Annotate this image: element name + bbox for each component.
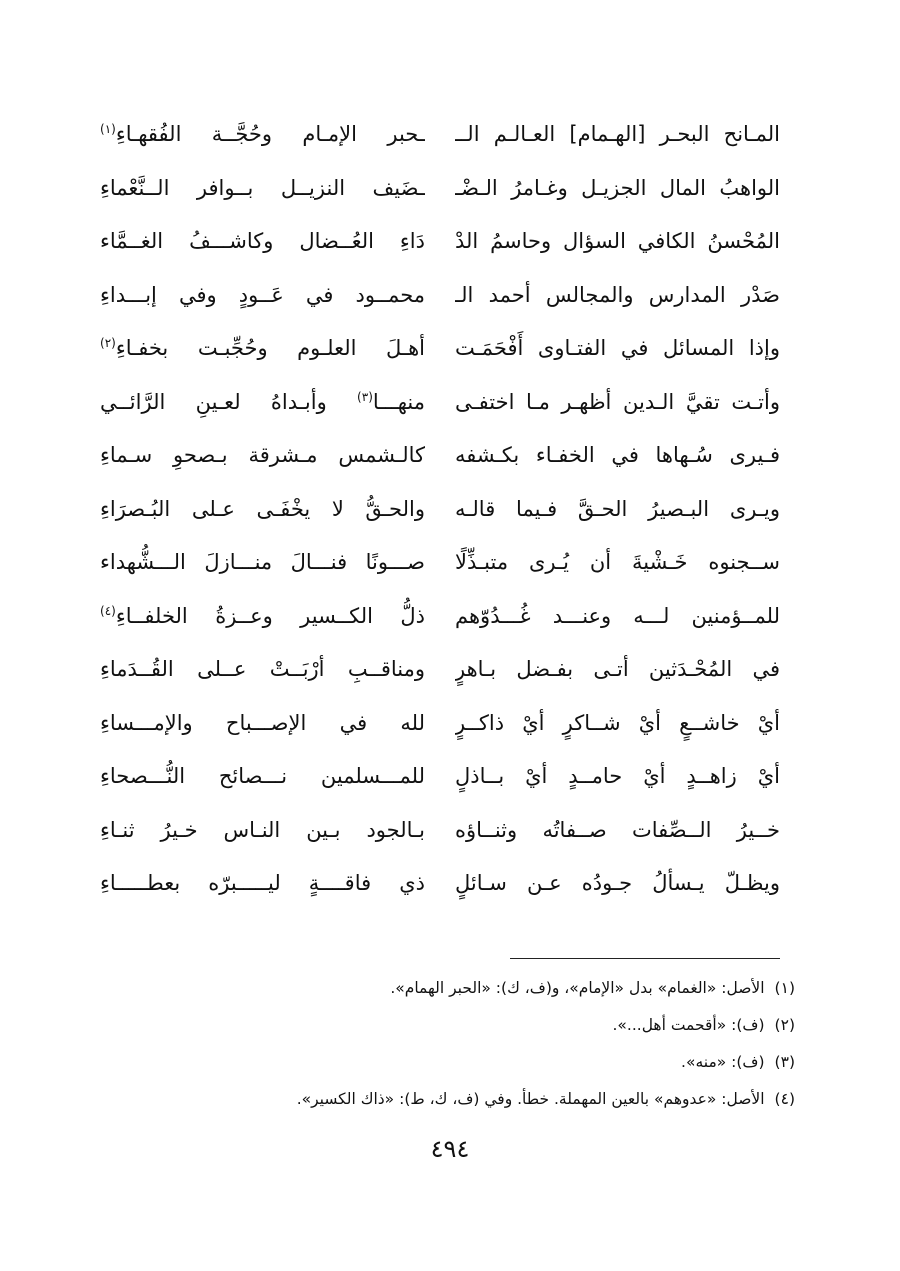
footnote-text: (ف): «منه». [681,1053,765,1071]
poem-verses [100,108,780,911]
verse-1-second-hemistich [100,114,425,154]
verse-12-second-hemistich: لله في الإصـــباح والإمـــساءِ [100,710,425,735]
verse-10-first-hemistich: للمــؤمنين لـــه وعنـــد غُـــدُوّهم [455,603,780,628]
footnote-3 [95,1044,795,1081]
verse-11-first-hemistich: في المُحْـدَثين أتـى بفـضل بـاهرٍ [455,657,780,681]
verse-1-first-hemistich: المـانح البحـر [الهـمام] العـالـم الــ [455,122,780,146]
footnote-number: (٤) [774,1090,795,1108]
verse-5-first-hemistich: وإذا المسائل في الفتـاوى أَفْحَمَـت [455,336,780,360]
footnote-text: (ف): «أقحمت أهل...». [612,1016,765,1034]
verse-15-second-hemistich: ذي فاقــــةٍ ليـــــبرّه بعطـــــاءِ [100,871,425,895]
verse-2 [100,162,780,216]
verse-7 [100,429,780,483]
verse-3-first-hemistich: المُحْسنُ الكافي السؤال وحاسمُ الدْ [455,229,780,253]
footnote-number: (٢) [774,1016,795,1034]
verse-14-second-hemistich: بـالجود بـين النـاس خـيرُ ثنـاءِ [100,817,425,842]
verse-1 [100,108,780,162]
verse-text: منهـــا [372,389,425,414]
verse-10-second-hemistich [100,596,425,636]
verse-2-second-hemistich: ـضَيف النزيــل بــوافر الــنَّعْماءِ [100,175,425,200]
verse-text-tail: وأبـداهُ لعـينِ الرَّائــي [100,389,358,414]
verse-5-second-hemistich [100,328,425,368]
verse-11 [100,643,780,697]
verse-text: ـحبر الإمـام وحُجَّــة الفُقهـاءِ [115,122,425,146]
verse-6-second-hemistich [100,382,425,422]
footnote-marker-1: (١) [100,122,116,136]
verse-5 [100,322,780,376]
verse-3 [100,215,780,269]
footnote-marker-4: (٤) [100,603,116,618]
verse-2-first-hemistich: الواهبُ المال الجزيـل وغـامرُ الـضْـ [455,175,780,200]
verse-text: أهـلَ العلـوم وحُجِّبـت بخفـاءِ [115,336,425,360]
footnote-text: الأصل: «الغمام» بدل «الإمام»، و(ف، ك): «الحبر الهمام». [390,979,765,997]
footnote-divider [510,958,780,959]
verse-9-second-hemistich: صـــونًا فنـــالَ منـــازلَ الـــشُّهداء [100,550,425,574]
footnote-4 [95,1081,795,1118]
verse-10 [100,590,780,644]
footnote-2 [95,1007,795,1044]
verse-6 [100,376,780,430]
footnotes [95,970,795,1118]
verse-8-second-hemistich: والحـقُّ لا يخْفَـى عـلى البُـصرَاءِ [100,496,425,521]
verse-13 [100,750,780,804]
verse-7-first-hemistich: فـيرى سُـهاها في الخفـاء بكـشفه [455,443,780,467]
verse-4-second-hemistich: محمــود في عَــودٍ وفي إبـــداءِ [100,282,425,307]
footnote-marker-3: (٣) [357,389,373,404]
verse-9 [100,536,780,590]
verse-12 [100,697,780,751]
verse-12-first-hemistich: أيْ خاشــعٍ أيْ شــاكرٍ أيْ ذاكــرٍ [455,710,780,735]
verse-9-first-hemistich: ســجنوه خَـشْيةَ أن يُـرى متبـذِّلًا [455,550,780,574]
verse-14-first-hemistich: خــيرُ الــصِّفات صــفاتُه وثنــاؤه [455,817,780,842]
verse-15-first-hemistich: ويظـلّ يـسألُ جـودُه عـن سـائلٍ [455,871,780,895]
verse-8 [100,483,780,537]
verse-13-first-hemistich: أيْ زاهــدٍ أيْ حامــدٍ أيْ بــاذلٍ [455,764,780,788]
footnote-marker-2: (٢) [100,336,116,350]
verse-6-first-hemistich: وأتـت تقيَّ الـدين أظهـر مـا اختفـى [455,389,780,414]
verse-3-second-hemistich: دَاءِ العُــضال وكاشـــفُ الغــمَّاء [100,229,425,253]
verse-4 [100,269,780,323]
verse-7-second-hemistich: كالـشمس مـشرقة بـصحوِ سـماءِ [100,443,425,467]
verse-4-first-hemistich: صَدْر المدارس والمجالس أحمد الـ [455,282,780,307]
verse-15 [100,857,780,911]
verse-11-second-hemistich: ومناقــبِ أرْبَــتْ عــلى القُــدَماءِ [100,657,425,681]
verse-8-first-hemistich: ويـرى البـصيرُ الحـقَّ فـيما قالـه [455,496,780,521]
verse-13-second-hemistich: للمـــسلمين نـــصائح النُّـــصحاءِ [100,764,425,788]
page-number: ٤٩٤ [430,1135,470,1163]
footnote-number: (١) [774,979,795,997]
verse-14 [100,804,780,858]
footnote-1 [95,970,795,1007]
footnote-text: الأصل: «عدوهم» بالعين المهملة. خطأ. وفي (ف، ك، ط): «ذاك الكسير». [296,1090,765,1108]
footnote-number: (٣) [774,1053,795,1071]
verse-text: ذلُّ الكــسير وعــزةُ الخلفــاءِ [115,603,425,628]
